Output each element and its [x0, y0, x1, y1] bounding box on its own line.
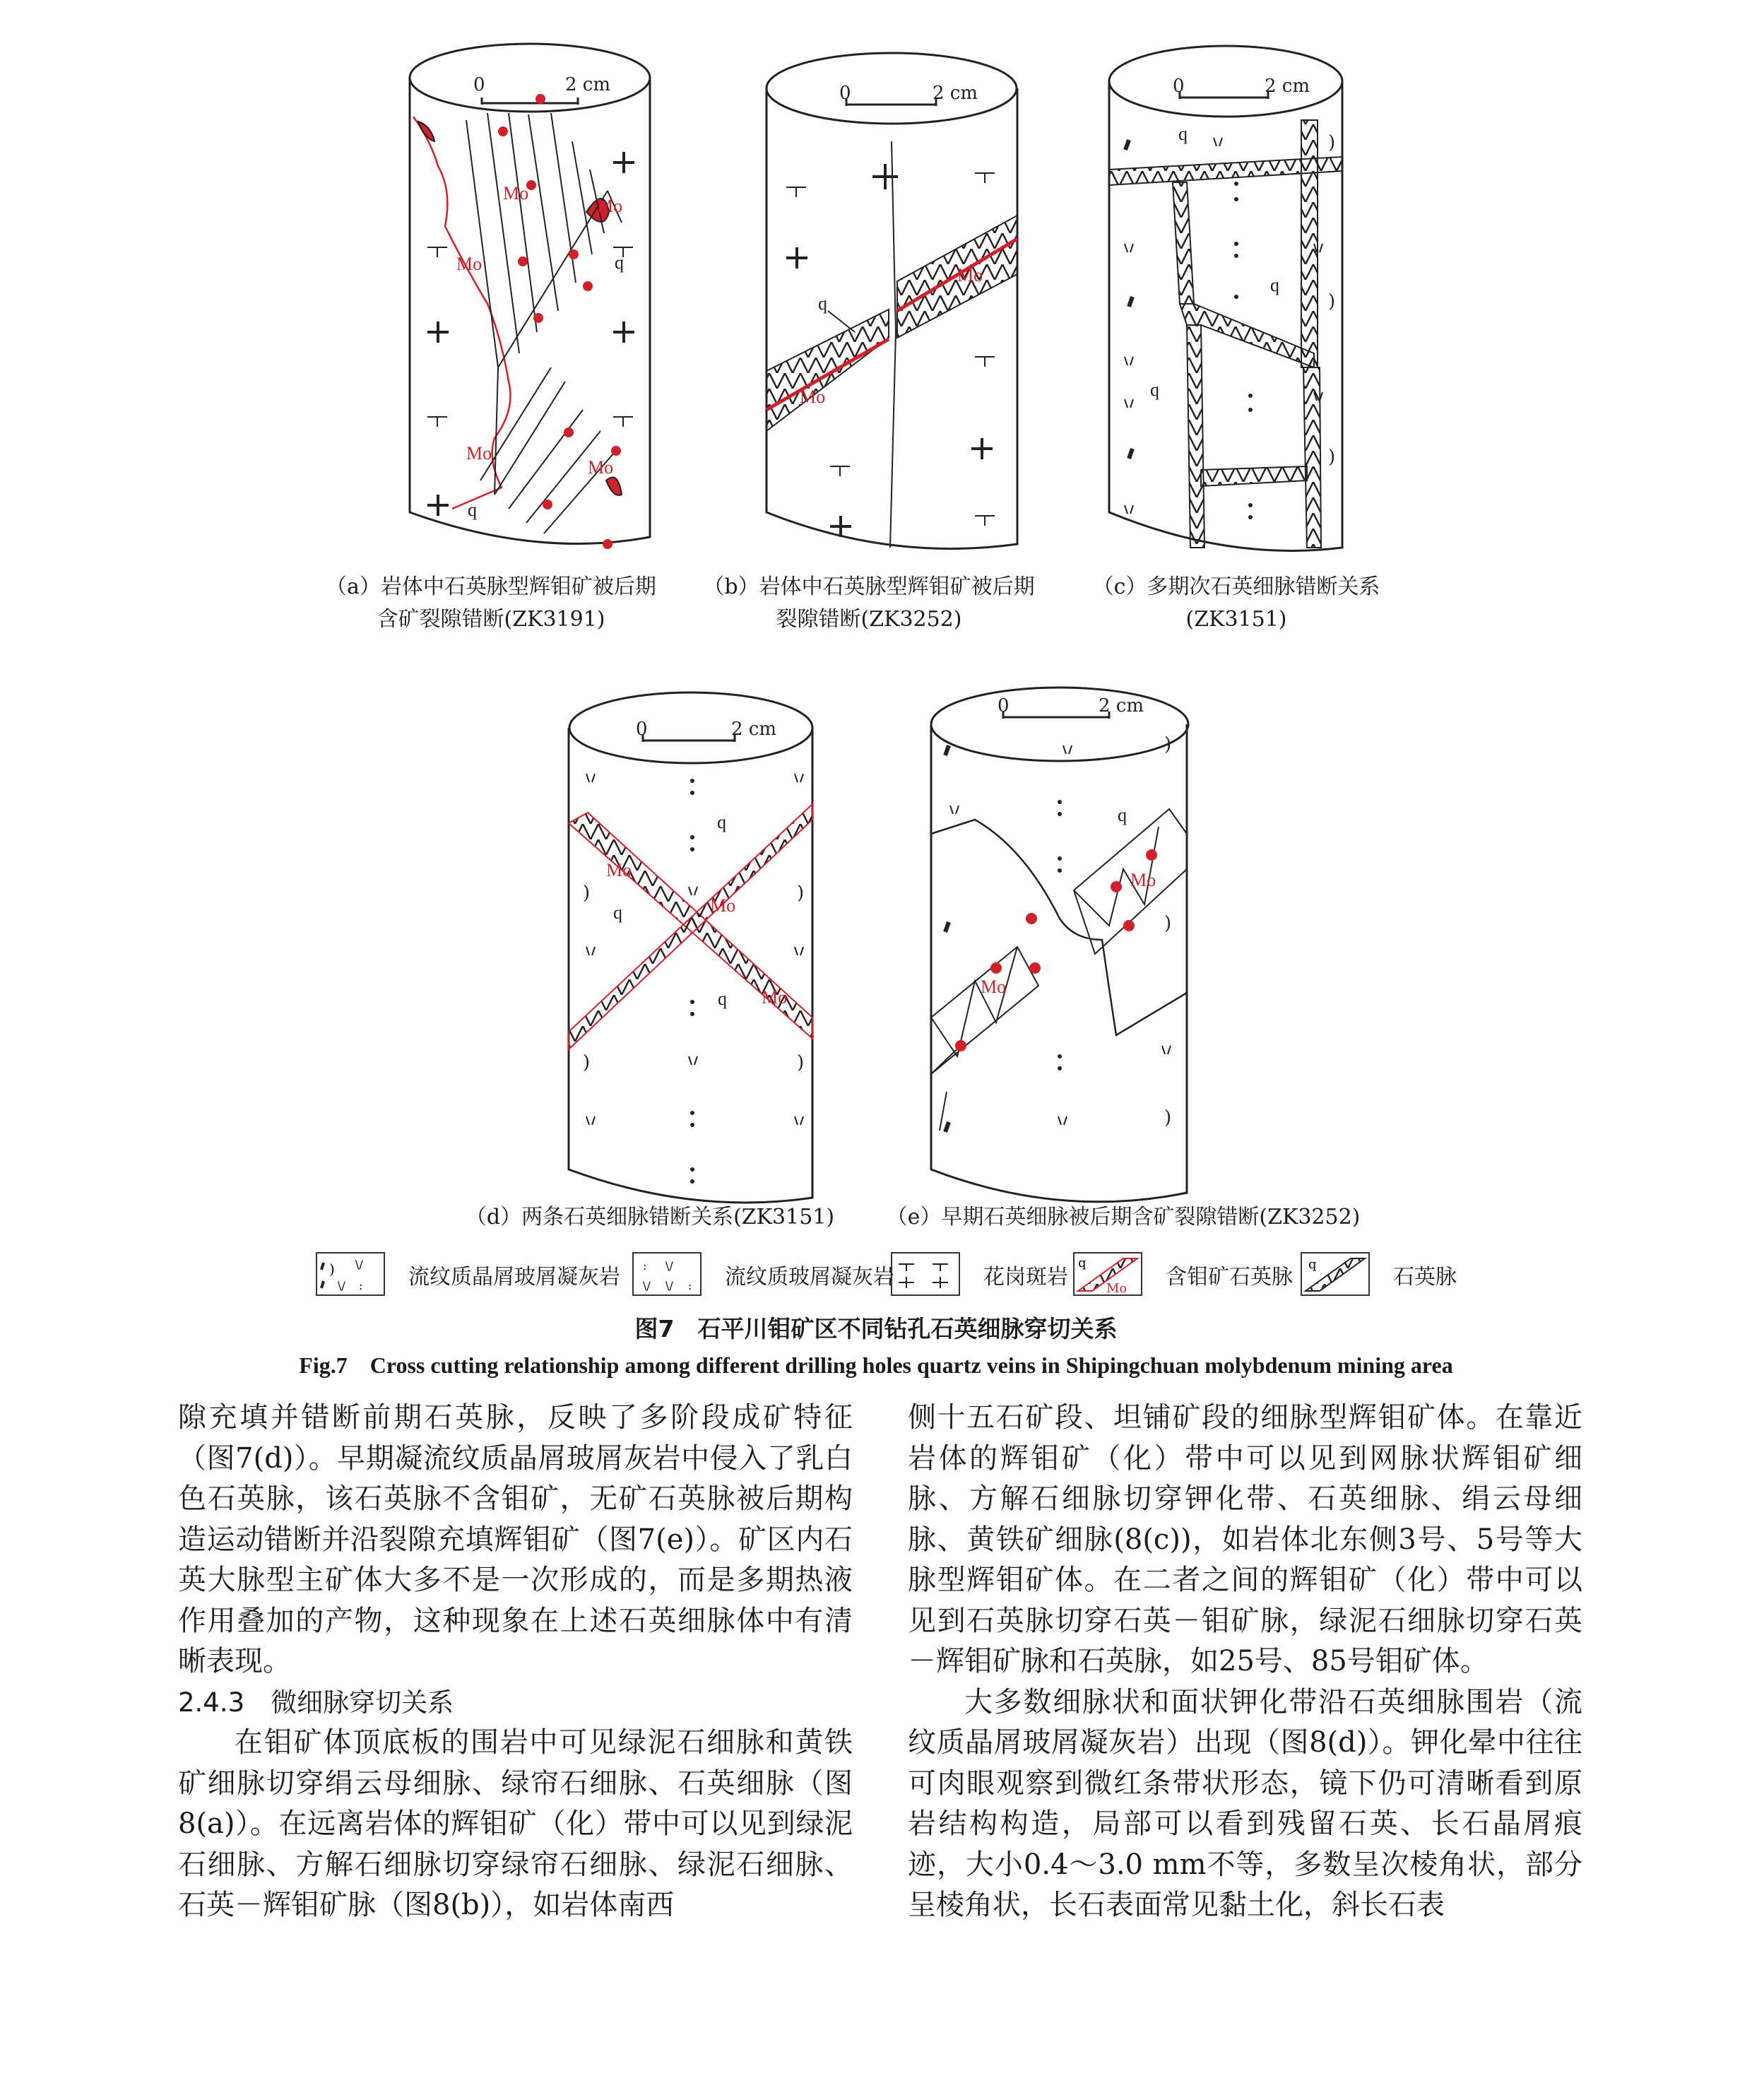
svg-text:): ) — [797, 883, 805, 904]
figure-title-cn: 图7 石平川钼矿区不同钻孔石英细脉穿切关系 — [634, 1315, 1118, 1343]
svg-text::: : — [688, 1279, 692, 1292]
mo-label: Mo — [606, 860, 632, 880]
caption-panel-d: （d）两条石英细脉错断关系(ZK3151) — [465, 1205, 835, 1229]
right-column — [908, 1398, 1582, 1926]
mo-label: Mo — [456, 254, 483, 274]
paragraph: 大多数细脉状和面状钾化带沿石英细脉围岩（流纹质晶屑玻屑凝灰岩）出现（图8(d)）。钾化晕中往往可肉眼观察到微红条带状形态，镜下仍可清晰看到原岩结构构造，局部可以看到残留石英、长石晶屑痕迹，大小0.4～3.0 mm不等，多数呈次棱角状，部分呈棱角状，长石表面常见黏土化，斜长石表 — [908, 1685, 1582, 1921]
mo-label: Mo — [466, 443, 492, 464]
scale-unit: 2 cm — [1099, 695, 1144, 716]
q-label: q — [718, 989, 727, 1009]
svg-text:q: q — [1308, 1257, 1317, 1272]
svg-text:): ) — [1164, 1107, 1172, 1128]
svg-text::: : — [643, 1259, 647, 1273]
svg-text:q: q — [1078, 1256, 1087, 1270]
svg-text:): ) — [583, 1052, 591, 1073]
svg-text:): ) — [1164, 913, 1172, 934]
legend-item-rhyolitic-crystal-tuff: 流纹质晶屑玻屑凝灰岩 — [408, 1265, 620, 1290]
left-column — [178, 1398, 853, 1926]
svg-text:\/: \/ — [665, 1259, 673, 1273]
q-label: q — [1118, 805, 1127, 825]
svg-text:): ) — [329, 1261, 335, 1278]
mo-label: Mo — [800, 387, 826, 407]
caption-panel-e: （e）早期石英细脉被后期含矿裂隙错断(ZK3252) — [886, 1205, 1361, 1229]
caption-panel-c: （c）多期次石英细脉错断关系 (ZK3151) — [1092, 574, 1380, 632]
scale-zero: 0 — [473, 74, 485, 95]
legend-item-rhyolitic-vitric-tuff: 流纹质玻屑凝灰岩 — [725, 1265, 894, 1290]
paragraph: 在钼矿体顶底板的围岩中可见绿泥石细脉和黄铁矿细脉切穿绢云母细脉、绿帘石细脉、石英细脉（图8(a)）。在远离岩体的辉钼矿（化）带中可以见到绿泥石细脉、方解石细脉切穿绿帘石细脉、绿泥石细脉、石英－辉钼矿脉（图8(b)），如岩体南西 — [178, 1726, 853, 1921]
mo-label: Mo — [1130, 870, 1156, 890]
svg-text:): ) — [1328, 132, 1336, 153]
panel-b-core — [766, 53, 1017, 549]
scale-zero: 0 — [998, 695, 1010, 716]
legend-item-quartz-vein: 石英脉 — [1393, 1265, 1457, 1290]
legend-item-granite-porphyry: 花岗斑岩 — [983, 1265, 1068, 1290]
scale-zero: 0 — [839, 83, 851, 104]
mo-label: Mo — [710, 895, 736, 916]
svg-text:): ) — [1328, 291, 1336, 312]
scale-unit: 2 cm — [731, 719, 777, 740]
q-label: q — [1150, 379, 1159, 400]
mo-dot — [535, 94, 545, 104]
panel-c-core — [1109, 46, 1342, 550]
scale-unit: 2 cm — [1265, 76, 1310, 97]
scale-zero: 0 — [636, 719, 648, 740]
scale-unit: 2 cm — [933, 83, 978, 104]
caption-panel-a: （a）岩体中石英脉型辉钼矿被后期 含矿裂隙错断(ZK3191) — [326, 574, 656, 632]
mo-label: Mo — [588, 457, 614, 478]
q-label: q — [818, 293, 827, 314]
svg-text:\/: \/ — [643, 1279, 651, 1292]
panel-a-core — [410, 44, 650, 549]
svg-text:): ) — [1164, 734, 1172, 755]
figure-title-en: Fig.7 Cross cutting relationship among different drilling holes quartz veins in Shipingchuan molybdenum mining area — [299, 1352, 1453, 1378]
mo-label: Mo — [597, 196, 623, 216]
svg-text:\/: \/ — [355, 1258, 363, 1271]
panel-e-core — [931, 688, 1188, 1202]
q-label: q — [1178, 124, 1188, 144]
svg-text:Mo: Mo — [1106, 1281, 1127, 1296]
paragraph: 隙充填并错断前期石英脉，反映了多阶段成矿特征（图7(d)）。早期凝流纹质晶屑玻屑灰岩中侵入了乳白色石英脉，该石英脉不含钼矿，无矿石英脉被后期构造运动错断并沿裂隙充填辉钼矿（图7(e)）。矿区内石英大脉型主矿体大多不是一次形成的，而是多期热液作用叠加的产物，这种现象在上述石英细脉体中有清晰表现。 — [178, 1401, 853, 1677]
q-label: q — [613, 902, 622, 923]
q-label: q — [615, 252, 624, 273]
scale-unit: 2 cm — [565, 74, 611, 95]
mo-label: Mo — [981, 977, 1007, 997]
panel-d-core — [569, 692, 812, 1203]
legend-item-mo-quartz-vein: 含钼矿石英脉 — [1166, 1265, 1293, 1290]
svg-text:): ) — [583, 883, 591, 904]
q-label: q — [1270, 275, 1279, 295]
svg-text:): ) — [797, 1052, 805, 1073]
q-label: q — [717, 812, 726, 832]
svg-text::: : — [359, 1279, 363, 1292]
svg-text:\/: \/ — [338, 1279, 345, 1292]
mo-label: Mo — [503, 183, 529, 203]
scale-zero: 0 — [1173, 76, 1185, 97]
q-label: q — [468, 500, 477, 520]
paragraph: 侧十五石矿段、坦铺矿段的细脉型辉钼矿体。在靠近岩体的辉钼矿（化）带中可以见到网脉状辉钼矿细脉、方解石细脉切穿钾化带、石英细脉、绢云母细脉、黄铁矿细脉(8(c))，如岩体北东侧3号、5号等大脉型辉钼矿体。在二者之间的辉钼矿（化）带中可以见到石英脉切穿石英－钼矿脉，绿泥石细脉切穿石英－辉钼矿脉和石英脉，如25号、85号钼矿体。 — [908, 1401, 1582, 1677]
svg-text:\/: \/ — [665, 1279, 673, 1292]
svg-text:): ) — [1328, 447, 1336, 468]
mo-label: Mo — [957, 265, 983, 285]
section-heading: 2.4.3 微细脉穿切关系 — [178, 1687, 454, 1718]
mo-label: Mo — [762, 987, 788, 1008]
caption-panel-b: （b）岩体中石英脉型辉钼矿被后期 裂隙错断(ZK3252) — [703, 574, 1035, 632]
